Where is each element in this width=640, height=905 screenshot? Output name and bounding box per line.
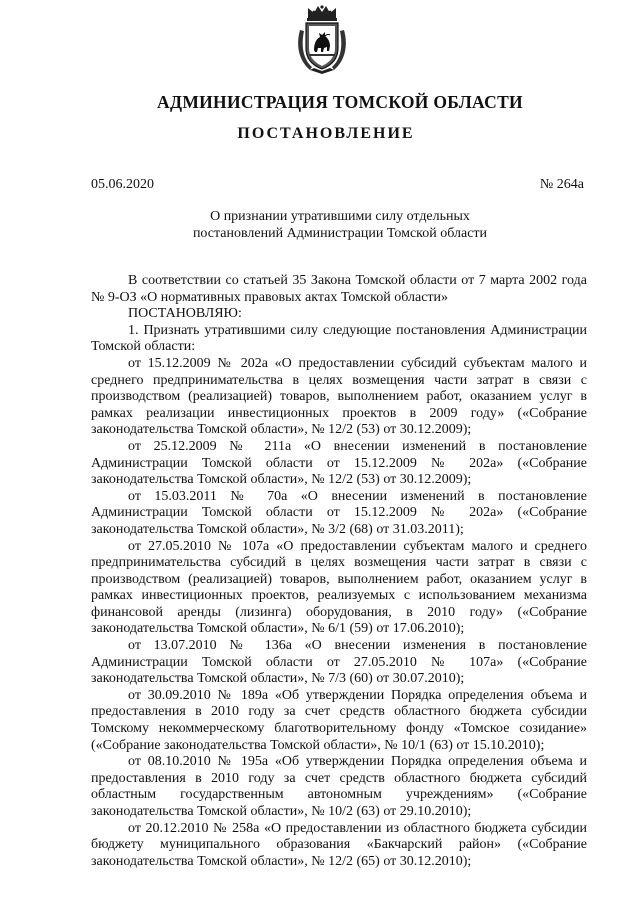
repealed-act-paragraph: от 30.09.2010 № 189а «Об утверждении Порядка определения объема и предоставления в 2010 году за счет средств областного бюджета субсидии Томскому некоммерческому благотворительному фонду «Томское созидание» («Собрание законодательства Томской области», № 10/1 (63) от 15.10.2010); xyxy=(91,687,587,753)
document-date: 05.06.2020 xyxy=(91,177,154,192)
tomsk-coat-of-arms-icon xyxy=(294,4,350,76)
repealed-act-paragraph: от 08.10.2010 № 195а «Об утверждении Порядка определения объема и предоставления в 2010 году за счет средств областного бюджета субсидий областным государственным автономным учреждениям» («Собрание законодательства Томской области», № 10/2 (63) от 29.10.2010); xyxy=(91,754,587,819)
title-line: постановлений Администрации Томской области xyxy=(192,225,488,241)
repealed-act-paragraph: от 27.05.2010 № 107а «О предоставлении субъектам малого и среднего предпринимательства субсидий в целях возмещения части затрат в связи с производством (реализацией) товаров, выполнением работ, оказанием услуг в рамках инвестиционных проектов, реализуемых с использованием механизма финансовой аренды (лизинга) оборудования, в 2010 году» («Собрание законодательства Томской области», № 6/1 (59) от 17.06.2010); xyxy=(91,538,587,637)
repealed-act-paragraph: от 15.12.2009 № 202а «О предоставлении субсидий субъектам малого и среднего предпринимательства в целях возмещения части затрат в связи с производством (реализацией) товаров, выполнением работ, оказанием услуг в рамках реализации инвестиционных проектов в 2009 году» («Собрание законодательства Томской области», № 12/2 (53) от 30.12.2009); xyxy=(91,355,587,438)
document-title xyxy=(150,209,530,242)
document-type: ПОСТАНОВЛЕНИЕ xyxy=(237,125,415,142)
repealed-act-paragraph: от 20.12.2010 № 258а «О предоставлении из областного бюджета субсидии бюджету муниципального образования «Бакчарский район» («Собрание законодательства Томской области», № 12/2 (65) от 30.12.2010); xyxy=(91,820,587,869)
repealed-act-paragraph: от 13.07.2010 № 136а «О внесении изменения в постановление Администрации Томской области от 27.05.2010 № 107а» («Собрание законодательства Томской области», № 7/3 (60) от 30.07.2010); xyxy=(91,638,587,687)
resolve-heading: ПОСТАНОВЛЯЮ: xyxy=(128,306,242,322)
title-line: О признании утратившими силу отдельных xyxy=(210,209,470,224)
organization-name: АДМИНИСТРАЦИЯ ТОМСКОЙ ОБЛАСТИ xyxy=(157,92,523,112)
preamble-paragraph: В соответствии со статьей 35 Закона Томской области от 7 марта 2002 года № 9-ОЗ «О нормативных правовых актах Томской области» xyxy=(91,273,587,305)
item-paragraph: 1. Признать утратившими силу следующие постановления Администрации Томской области: xyxy=(91,322,587,355)
document-number: № 264а xyxy=(539,177,584,192)
repealed-act-paragraph: от 15.03.2011 № 70а «О внесении изменений в постановление Администрации Томской области от 15.12.2009 № 202а» («Собрание законодательства Томской области», № 3/2 (68) от 31.03.2011); xyxy=(91,488,587,537)
repealed-act-paragraph: от 25.12.2009 № 211а «О внесении изменений в постановление Администрации Томской области от 15.12.2009 № 202а» («Собрание законодательства Томской области», № 12/2 (53) от 30.12.2009); xyxy=(91,438,587,488)
document-body xyxy=(91,273,587,870)
